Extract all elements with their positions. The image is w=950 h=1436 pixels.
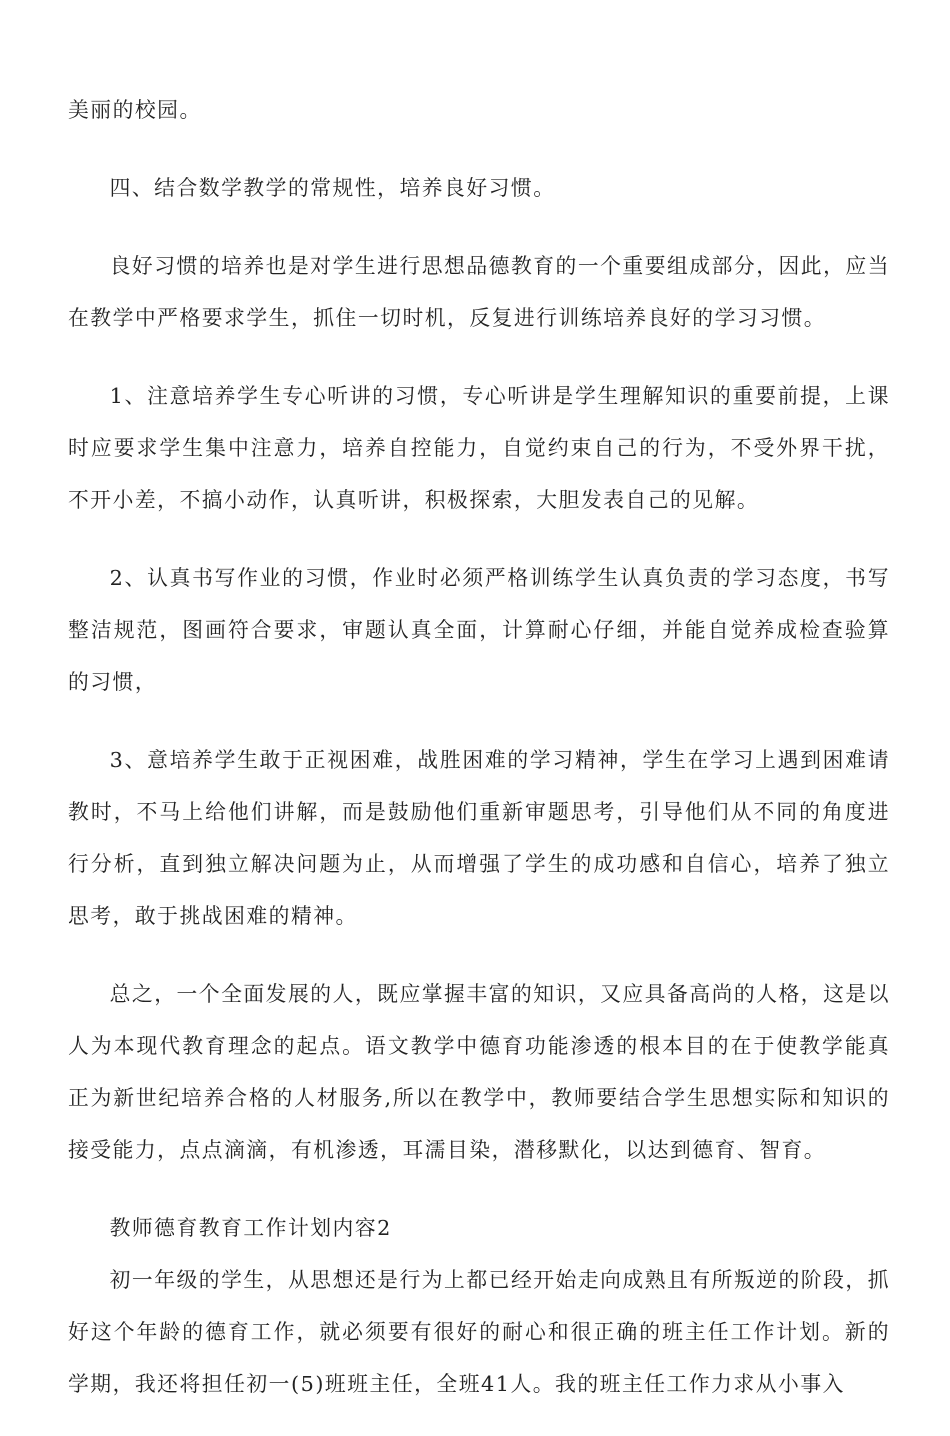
paragraph-continuation: 美丽的校园。	[68, 98, 202, 122]
section-heading: 四、结合数学教学的常规性，培养良好习惯。	[109, 176, 556, 200]
paragraph-intro: 初一年级的学生，从思想还是行为上都已经开始走向成熟且有所叛逆的阶段，抓好这个年龄的德育工作，就必须要有很好的耐心和很正确的班主任工作计划。新的学期，我还将担任初一(5)班班主任，全班41人。我的班主任工作力求从小事入	[68, 1268, 890, 1396]
section-title: 教师德育教育工作计划内容2	[109, 1216, 392, 1240]
paragraph: 良好习惯的培养也是对学生进行思想品德教育的一个重要组成部分，因此，应当在教学中严格要求学生，抓住一切时机，反复进行训练培养良好的学习习惯。	[68, 254, 890, 330]
list-item-3: 3、意培养学生敢于正视困难，战胜困难的学习精神，学生在学习上遇到困难请教时，不马上给他们讲解，而是鼓励他们重新审题思考，引导他们从不同的角度进行分析，直到独立解决问题为止，从而增强了学生的成功感和自信心，培养了独立思考，敢于挑战困难的精神。	[68, 748, 890, 928]
list-item-2: 2、认真书写作业的习惯，作业时必须严格训练学生认真负责的学习态度，书写整洁规范，图画符合要求，审题认真全面，计算耐心仔细，并能自觉养成检查验算的习惯，	[68, 566, 890, 694]
paragraph-summary: 总之，一个全面发展的人，既应掌握丰富的知识，又应具备高尚的人格，这是以人为本现代教育理念的起点。语文教学中德育功能渗透的根本目的在于使教学能真正为新世纪培养合格的人材服务,所以在教学中，教师要结合学生思想实际和知识的接受能力，点点滴滴，有机渗透，耳濡目染，潜移默化，以达到德育、智育。	[68, 982, 890, 1162]
document-page	[68, 84, 890, 1436]
list-item-1: 1、注意培养学生专心听讲的习惯，专心听讲是学生理解知识的重要前提，上课时应要求学生集中注意力，培养自控能力，自觉约束自己的行为，不受外界干扰，不开小差，不搞小动作，认真听讲，积极探索，大胆发表自己的见解。	[68, 384, 890, 512]
